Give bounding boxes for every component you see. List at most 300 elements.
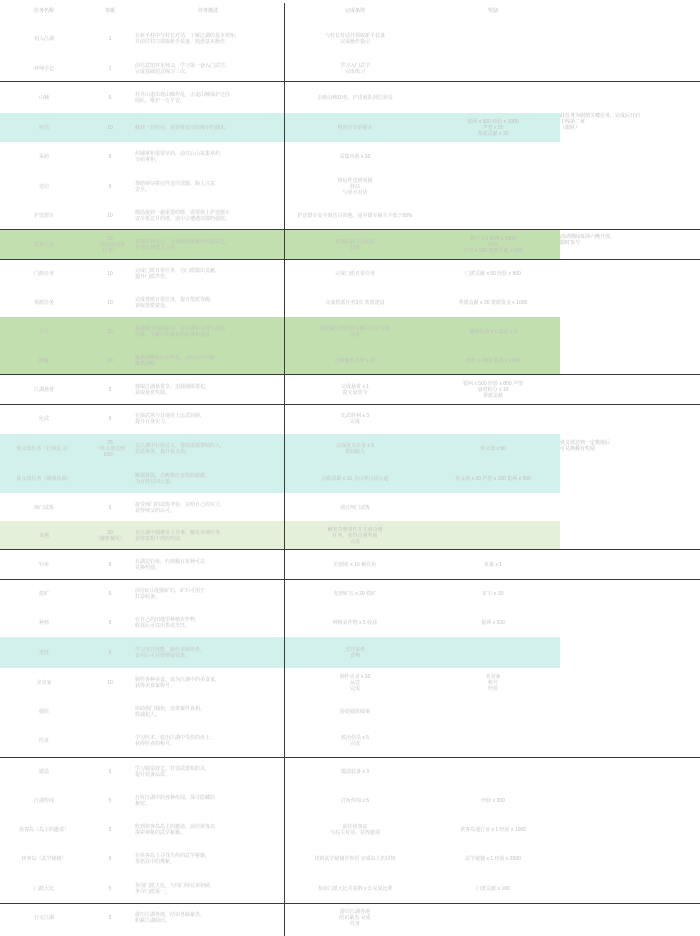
row-divider — [0, 757, 700, 758]
description-cell-text: 打听江湖中的各种传闻，探寻隐藏的 秘密。 — [135, 794, 216, 807]
table-row — [0, 172, 700, 201]
description-cell — [133, 201, 283, 230]
reward-cell-text: 美食家 称号 经验 — [485, 673, 501, 692]
description-cell-text: 参加门派大比，与同门师兄弟切磋， 争夺门派第一。 — [135, 882, 216, 895]
description-cell — [133, 757, 283, 786]
condition-cell — [287, 637, 423, 668]
table-row — [0, 201, 700, 230]
level-cell-text: 5 — [108, 826, 112, 833]
task-name-cell — [0, 726, 88, 755]
task-name-cell — [0, 757, 88, 786]
table-row — [0, 903, 700, 932]
task-name-cell-text: 奇遇 — [38, 532, 49, 539]
description-cell-text: 在自己的田地里种植农作物， 收获后可以出售或烹饪。 — [135, 616, 201, 629]
reward-cell — [426, 317, 560, 346]
level-cell — [88, 259, 132, 288]
description-cell-text: 在新手村中与村长对话，了解江湖的基本规矩， 并前往村口领取新手装备，熟悉基本操作。 — [135, 32, 241, 45]
condition-cell — [287, 83, 423, 112]
level-cell-text: 5 — [108, 561, 112, 568]
level-cell-text: 1 — [108, 35, 112, 42]
condition-cell-text: 通过师门试炼 — [339, 504, 370, 511]
condition-cell-text: 游历江湖各地 结识豪杰 完成 任务 — [339, 908, 371, 927]
task-name-cell — [0, 550, 88, 579]
condition-cell-text: 采集草药 x 10 — [339, 153, 371, 160]
task-name-cell-text: 密信 — [38, 124, 49, 131]
level-cell — [88, 844, 132, 874]
task-name-cell-text: 烹饪 — [38, 649, 49, 656]
task-name-cell — [0, 608, 88, 637]
description-cell — [133, 726, 283, 755]
level-cell — [88, 815, 132, 844]
task-name-cell-text: 门派任务 — [33, 270, 54, 277]
description-cell — [133, 815, 283, 844]
reward-cell-text: 帮派贡献 x 30 帮派资金 x 1000 — [458, 299, 528, 306]
condition-cell-text: 根据藏宝图找到宝藏并开启宝箱 完成 — [319, 325, 390, 338]
condition-cell — [287, 579, 423, 608]
reward-cell — [426, 637, 560, 668]
description-cell — [133, 637, 283, 668]
task-name-cell — [0, 521, 88, 550]
reward-cell — [426, 786, 560, 815]
level-cell-text: 25 （侠义值达到 100） — [94, 440, 125, 458]
description-cell-text: 完成帮派日常任务，提升帮派等级， 获取帮派资金。 — [135, 296, 216, 309]
row-divider — [0, 374, 700, 375]
description-cell-text: 制作各种美食，成为江湖中的美食家， 获得美食家称号。 — [135, 676, 221, 689]
reward-cell-text: 银两 x 500 经验 x 800 声望 悬赏积分 x 10 帮派贡献 — [462, 380, 524, 399]
task-name-cell-text: 医者 — [38, 737, 49, 744]
reward-cell-text: 门派贡献 x 100 — [476, 885, 510, 892]
condition-cell — [287, 375, 423, 404]
condition-cell — [287, 317, 423, 346]
condition-cell — [287, 697, 423, 726]
reward-cell — [426, 874, 560, 903]
level-cell — [88, 757, 132, 786]
table-row — [0, 521, 700, 550]
task-name-cell-text: 山贼 — [38, 94, 49, 101]
level-cell-text: 5 — [108, 590, 112, 597]
condition-cell — [287, 464, 423, 493]
description-cell-text: 学习烹饪技能，制作美味佳肴， 食用后可获得增益效果。 — [135, 646, 206, 659]
level-cell — [88, 201, 132, 230]
condition-cell — [287, 786, 423, 815]
level-cell-text: 5 — [108, 914, 112, 921]
condition-cell — [287, 24, 423, 53]
level-cell — [88, 726, 132, 755]
level-cell-text: 10 — [107, 679, 113, 686]
task-name-cell — [0, 786, 88, 815]
header-task-name: 任务名称 — [33, 8, 54, 14]
description-cell-text: 接取江湖悬赏令，追捕通缉要犯， 获取悬赏奖励。 — [135, 383, 211, 396]
reward-cell — [426, 201, 560, 230]
description-cell — [133, 317, 283, 346]
reward-cell — [426, 521, 560, 550]
task-name-cell — [0, 172, 88, 201]
task-name-cell-text: 侠义值任务（锄强扶弱） — [16, 475, 72, 482]
description-cell — [133, 464, 283, 493]
condition-cell-text: 协助捕快破案 — [339, 708, 370, 715]
task-name-cell — [0, 874, 88, 903]
condition-cell — [287, 172, 423, 201]
table-row — [0, 83, 700, 112]
reward-cell-text: 银两 x 200 — [481, 619, 505, 626]
table-row — [0, 815, 700, 844]
table-row — [0, 317, 700, 346]
description-cell — [133, 493, 283, 522]
reward-cell-text: 门派贡献 x 50 经验 x 500 — [465, 270, 521, 277]
note-cell: 侠义值达到一定数值后 可兑换稀有奖励 — [560, 440, 611, 452]
note-cell: 活动期间每周六晚开放， 限时参与 — [560, 234, 616, 246]
level-cell — [88, 346, 132, 375]
condition-cell-text: 锻造装备 x 3 — [340, 768, 370, 775]
reward-cell-text: 侠义值 x 50 — [480, 446, 506, 452]
description-cell-text: 协助衙门捕快，追查案件真相， 抓捕犯人。 — [135, 705, 206, 718]
task-name-cell — [0, 404, 88, 433]
reward-cell — [426, 550, 560, 579]
condition-cell — [287, 815, 423, 844]
description-cell-text: 收到侠客岛岛主的邀请，前往侠客岛 探索神秘的武学秘籍。 — [135, 823, 216, 836]
level-cell — [88, 608, 132, 637]
description-cell — [133, 259, 283, 288]
condition-cell-text: 制作美食 x 10 品尝 完成 — [339, 673, 371, 692]
description-cell — [133, 404, 283, 433]
condition-cell — [287, 844, 423, 874]
condition-cell — [287, 434, 423, 464]
table-row — [0, 24, 700, 53]
description-cell-text: 前往武馆拜见师父，学习第一套入门武学， 完成基础招式练习三次。 — [135, 62, 231, 75]
condition-cell-text: 找到武学秘籍并参悟 完成岛上的试炼 — [314, 856, 396, 862]
reward-cell — [426, 142, 560, 171]
reward-cell — [426, 113, 560, 142]
condition-cell — [287, 668, 423, 697]
description-cell — [133, 346, 283, 375]
condition-cell — [287, 113, 423, 142]
level-cell-text: 20 — [107, 328, 113, 335]
condition-cell — [287, 230, 423, 259]
level-cell-text: 10 — [107, 299, 113, 306]
task-name-cell-text: 拜师学艺 — [33, 65, 54, 72]
level-cell — [88, 83, 132, 112]
description-cell — [133, 874, 283, 903]
row-divider — [0, 404, 700, 405]
description-cell — [133, 172, 283, 201]
reward-cell — [426, 493, 560, 522]
level-cell — [88, 317, 132, 346]
level-cell — [88, 54, 132, 83]
level-cell — [88, 113, 132, 142]
reward-cell — [426, 579, 560, 608]
condition-cell — [287, 259, 423, 288]
description-cell-text: 截获一封密信，需要将其交给城中的捕头。 — [135, 124, 231, 131]
description-cell-text: 魔教余孽在山中作乱，前往山中清剿 魔教余孽。 — [135, 354, 216, 367]
condition-cell — [287, 346, 423, 375]
description-cell-text: 锄强扶弱，击败欺压百姓的恶霸， 为百姓讨回公道。 — [135, 472, 211, 485]
level-cell — [88, 697, 132, 726]
task-name-cell-text: 美食家 — [36, 679, 52, 686]
task-name-cell-text: 帮派任务 — [33, 299, 54, 306]
description-cell-text: 根据藏宝图的指引，在江湖中寻找失落的 宝藏，宝藏中有稀有的装备和道具。 — [135, 325, 226, 338]
description-cell-text: 游历江湖各地，结识各路豪杰， 积累江湖阅历。 — [135, 911, 206, 924]
reward-cell — [426, 230, 560, 259]
description-cell-text: 镖局接到一趟重要的镖，需要侠士护送镖车 安全抵达目的地，途中会遭遇劫镖的强盗。 — [135, 209, 231, 222]
level-cell-text: 5 — [108, 94, 112, 101]
level-cell — [88, 493, 132, 522]
description-cell — [133, 375, 283, 404]
reward-cell — [426, 668, 560, 697]
task-name-cell-text: 采药 — [38, 153, 49, 160]
level-cell — [88, 874, 132, 903]
condition-cell — [287, 521, 423, 550]
description-cell-text: 在演武场与其他侠士比武切磋， 提升自身实力。 — [135, 412, 206, 425]
level-cell-text: 5 — [108, 415, 112, 422]
condition-cell-text: 打听传闻 x 5 — [340, 797, 370, 804]
task-name-cell — [0, 201, 88, 230]
row-divider — [0, 579, 700, 580]
reward-cell — [426, 24, 560, 53]
condition-cell-text: 参加门派大比并获胜 x 3 完成比赛 — [317, 885, 393, 892]
reward-cell — [426, 404, 560, 433]
level-cell — [88, 637, 132, 668]
description-cell-text: 药铺掌柜需要草药，前往后山采集草药 交给掌柜。 — [135, 150, 221, 163]
condition-cell-text: 挖到矿石 x 20 铁矿 — [333, 590, 377, 597]
description-cell — [133, 579, 283, 608]
condition-cell — [287, 54, 423, 83]
level-cell — [88, 521, 132, 550]
task-name-cell — [0, 288, 88, 317]
condition-cell-text: 将密信交给捕头 — [337, 124, 373, 131]
task-name-cell — [0, 259, 88, 288]
task-name-cell-text: 初入江湖 — [33, 35, 54, 42]
description-cell — [133, 608, 283, 637]
task-name-cell — [0, 375, 88, 404]
level-cell-text: 5 — [108, 153, 112, 160]
reward-cell — [426, 608, 560, 637]
task-name-cell — [0, 579, 88, 608]
task-name-cell-text: 送信 — [38, 183, 49, 190]
reward-cell-text: 武学秘籍 x 1 经验 x 2000 — [465, 856, 521, 862]
reward-cell-text: 鱼篓 x 1 — [483, 561, 503, 568]
description-cell — [133, 521, 283, 550]
description-cell — [133, 288, 283, 317]
description-cell-text: 在侠客岛上寻找失传的武学秘籍， 参悟其中的奥秘。 — [135, 853, 211, 865]
level-cell — [88, 172, 132, 201]
level-cell — [88, 375, 132, 404]
task-name-cell — [0, 844, 88, 874]
table-row — [0, 259, 700, 288]
condition-cell-text: 击败魔教余孽 x 20 — [334, 357, 376, 364]
reward-cell — [426, 697, 560, 726]
level-cell — [88, 579, 132, 608]
reward-cell-text: 侠义值 x 30 声望 x 100 银两 x 500 — [455, 475, 531, 482]
condition-cell — [287, 757, 423, 786]
condition-cell-text: 前往侠客岛 与岛主对话，获得邀请 — [329, 823, 380, 836]
condition-cell-text: 击败恶霸 x 10 为百姓讨回公道 — [321, 475, 389, 482]
level-cell-text: 5 — [108, 885, 112, 892]
condition-cell-text: 完成侠义任务 x 5 帮助路人 — [335, 443, 375, 455]
condition-cell-text: 将信件送到邻镇 驿站 与驿丞对话 — [337, 177, 373, 196]
reward-cell — [426, 54, 560, 83]
task-name-cell-text: 行走江湖 — [33, 914, 54, 921]
task-name-cell-text: 武林大会 — [33, 241, 54, 248]
level-cell — [88, 230, 132, 259]
task-name-cell-text: 江湖传闻 — [33, 797, 54, 804]
level-cell-text: 5 — [108, 183, 112, 190]
table-row — [0, 874, 700, 903]
condition-cell-text: 触发奇遇事件并完成奇遇 任务，获得奇遇奖励 完成 — [327, 526, 383, 545]
task-name-cell-text: 种植 — [38, 619, 49, 626]
level-cell — [88, 464, 132, 493]
level-cell-text: 20 — [107, 357, 113, 364]
task-name-cell-text: 护送镖车 — [33, 212, 54, 219]
level-cell — [88, 24, 132, 53]
task-name-cell — [0, 697, 88, 726]
level-cell-text: 5 — [108, 768, 112, 775]
description-cell — [133, 83, 283, 112]
task-name-cell-text: 侠义值任务（行侠仗义） — [16, 446, 72, 452]
reward-cell-text: 银两 x 500 经验 x 1000 声望 x 50 帮派贡献 x 20 — [467, 118, 519, 137]
condition-cell — [287, 550, 423, 579]
task-name-cell — [0, 317, 88, 346]
task-name-cell — [0, 464, 88, 493]
table-row — [0, 404, 700, 433]
table-row — [0, 375, 700, 404]
reward-cell — [426, 757, 560, 786]
header-condition: 完成条件 — [344, 8, 365, 14]
table-row — [0, 726, 700, 755]
description-cell — [133, 697, 283, 726]
condition-cell — [287, 726, 423, 755]
reward-cell — [426, 83, 560, 112]
level-cell — [88, 142, 132, 171]
condition-cell — [287, 874, 423, 903]
task-name-cell — [0, 637, 88, 668]
task-name-cell — [0, 24, 88, 53]
condition-cell — [287, 404, 423, 433]
table-row — [0, 142, 700, 171]
level-cell — [88, 434, 132, 464]
header-reward: 奖励 — [487, 8, 498, 14]
description-cell — [133, 903, 283, 932]
reward-cell — [426, 375, 560, 404]
task-name-cell — [0, 230, 88, 259]
task-name-cell — [0, 903, 88, 932]
task-name-cell-text: 钓鱼 — [38, 561, 49, 568]
reward-cell — [426, 726, 560, 755]
header-level: 等级 — [104, 8, 115, 14]
task-name-cell — [0, 668, 88, 697]
table-row — [0, 579, 700, 608]
description-cell — [133, 434, 283, 464]
task-name-cell-text: 锻造 — [38, 768, 49, 775]
table-row — [0, 288, 700, 317]
task-name-cell — [0, 113, 88, 142]
table-row — [0, 346, 700, 375]
level-cell-text: 10 — [107, 212, 113, 219]
reward-cell — [426, 464, 560, 493]
condition-cell — [287, 493, 423, 522]
description-cell-text: 学习锻造技艺，打造武器和防具， 提升装备品质。 — [135, 765, 211, 778]
reward-cell-text: 侠客岛通行证 x 1 经验 x 1000 — [460, 826, 526, 833]
table-row — [0, 668, 700, 697]
description-cell-text: 村外山道出现山贼作乱，击退山贼保护过往 商队，维护一方平安。 — [135, 91, 231, 104]
row-divider — [0, 903, 700, 904]
table-row — [0, 54, 700, 83]
level-cell-text: 10 — [107, 124, 113, 131]
task-name-cell — [0, 83, 88, 112]
level-cell-text: 5 — [108, 504, 112, 511]
condition-cell-text: 击败山贼10名，护送商队到达驿站 — [317, 94, 393, 101]
task-name-cell-text: 江湖悬赏 — [33, 386, 54, 393]
column-divider — [284, 3, 285, 936]
reward-cell — [426, 259, 560, 288]
level-cell — [88, 786, 132, 815]
header-description: 任务描述 — [197, 8, 218, 14]
task-name-cell — [0, 815, 88, 844]
table-row — [0, 464, 700, 493]
condition-cell-text: 参加武林大会比武 获胜 — [334, 238, 375, 251]
table-row — [0, 786, 700, 815]
description-cell — [133, 142, 283, 171]
task-name-cell-text: 挖矿 — [38, 590, 49, 597]
level-cell-text: 5 — [108, 856, 112, 862]
description-cell — [133, 844, 283, 874]
task-name-cell-text: 侠客岛（武学秘籍） — [21, 856, 67, 862]
description-cell-text: 参加武林大会，与各路英雄豪杰切磋武艺， 争夺武林盟主之位。 — [135, 238, 231, 251]
description-cell-text: 前往矿山挖掘矿石，矿石可用于 打造装备。 — [135, 587, 206, 600]
level-cell — [88, 668, 132, 697]
table-row — [0, 493, 700, 522]
level-cell-text: 30 （随机触发） — [94, 529, 125, 542]
reward-cell-text: 经验 x 300 — [481, 797, 505, 804]
task-name-cell-text: 门派大比 — [33, 885, 54, 892]
reward-cell — [426, 346, 560, 375]
condition-cell — [287, 903, 423, 932]
condition-cell-text: 与村长对话并领取新手装备 完成操作指引 — [324, 32, 385, 45]
condition-cell-text: 完成门派日常任务 — [334, 270, 375, 277]
level-cell — [88, 288, 132, 317]
level-cell-text: 15 （需完成前置 任务） — [94, 235, 125, 254]
condition-cell-text: 钓到鱼 x 10 稀有鱼 — [333, 561, 377, 568]
row-divider — [0, 229, 700, 230]
condition-cell-text: 完成悬赏 x 1 提交悬赏令 — [340, 383, 370, 396]
reward-cell — [426, 903, 560, 932]
task-name-cell — [0, 493, 88, 522]
condition-cell-text: 完成帮派任务3次 帮派建设 — [325, 299, 385, 306]
task-name-cell — [0, 142, 88, 171]
note-cell: 此任务为剧情关键任务，完成后开启 主线第二章 （限时） — [560, 113, 641, 131]
description-cell — [133, 550, 283, 579]
condition-cell-text: 比武胜利 x 3 完成 — [340, 412, 370, 425]
task-name-cell-text: 寻宝 — [38, 328, 49, 335]
level-cell — [88, 404, 132, 433]
description-cell-text: 在湖边钓鱼，钓到稀有鱼种可以 兑换奖励。 — [135, 558, 206, 571]
row-divider — [0, 259, 700, 260]
description-cell — [133, 668, 283, 697]
reward-cell-text: 稀有装备 x 1 道具 x 3 — [469, 328, 517, 335]
reward-cell-text: 矿石 x 20 — [482, 590, 504, 597]
task-name-cell-text: 除魔 — [38, 357, 49, 364]
table-row — [0, 608, 700, 637]
condition-cell-text: 烹饪菜肴 食物 — [344, 646, 365, 659]
level-cell-text: 5 — [108, 649, 112, 656]
reward-cell — [426, 172, 560, 201]
row-divider — [0, 81, 700, 82]
description-cell-text: 接受师门的试炼考验，证明自己的实力， 获得师父的认可。 — [135, 501, 226, 514]
reward-cell — [426, 288, 560, 317]
task-name-cell-text: 侠客岛（岛主的邀请） — [18, 826, 69, 833]
task-name-cell-text: 捕快 — [38, 708, 49, 715]
condition-cell — [287, 608, 423, 637]
task-name-cell — [0, 434, 88, 464]
